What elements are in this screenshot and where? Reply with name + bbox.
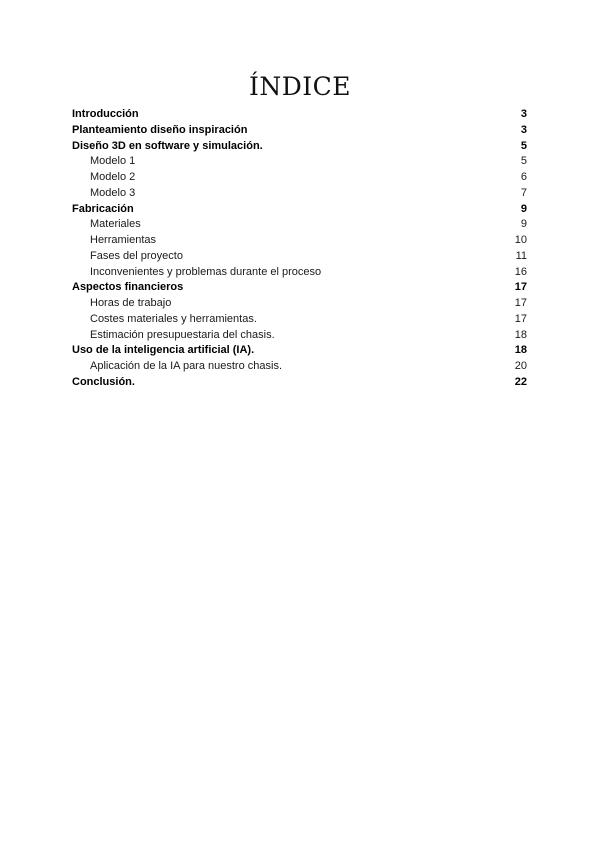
toc-entry-label: Modelo 2 xyxy=(90,171,136,183)
toc-entry-page: 5 xyxy=(520,139,527,152)
toc-entry-page: 17 xyxy=(514,297,527,309)
toc-entry-label: Introducción xyxy=(72,108,139,120)
toc-entry-label: Herramientas xyxy=(90,234,157,246)
toc-entry-label: Horas de trabajo xyxy=(90,297,172,309)
toc-entry-label: Uso de la inteligencia artificial (IA). xyxy=(72,344,255,357)
toc-entry-page: 17 xyxy=(514,281,527,294)
toc-entry-page: 17 xyxy=(514,312,527,325)
table-of-contents xyxy=(72,108,527,392)
toc-entry-label: Fabricación xyxy=(72,202,134,215)
toc-entry-page: 9 xyxy=(520,202,527,215)
toc-entry-page: 20 xyxy=(514,360,527,372)
toc-subentry[interactable] xyxy=(72,250,527,266)
toc-entry-page: 3 xyxy=(520,123,527,136)
toc-entry[interactable] xyxy=(72,376,527,392)
toc-subentry[interactable] xyxy=(72,313,527,329)
toc-entry-page: 6 xyxy=(520,171,527,183)
toc-entry-label: Diseño 3D en software y simulación. xyxy=(72,139,263,152)
toc-subentry[interactable] xyxy=(72,171,527,187)
toc-subentry[interactable] xyxy=(72,266,527,282)
toc-entry[interactable] xyxy=(72,344,527,360)
toc-entry-page: 11 xyxy=(515,249,527,262)
toc-entry-page: 9 xyxy=(520,218,527,231)
toc-entry-page: 3 xyxy=(520,108,527,120)
toc-entry[interactable] xyxy=(72,108,527,124)
toc-subentry[interactable] xyxy=(72,155,527,171)
toc-entry-label: Modelo 3 xyxy=(90,186,136,199)
toc-entry-label: Modelo 1 xyxy=(90,155,136,168)
toc-entry-label: Aplicación de la IA para nuestro chasis. xyxy=(90,360,283,372)
toc-entry-page: 22 xyxy=(514,375,527,388)
toc-entry-page: 18 xyxy=(514,328,527,341)
toc-subentry[interactable] xyxy=(72,329,527,345)
toc-entry-label: Inconvenientes y problemas durante el proceso xyxy=(90,265,322,278)
toc-subentry[interactable] xyxy=(72,218,527,234)
toc-entry[interactable] xyxy=(72,203,527,219)
toc-entry-page: 10 xyxy=(514,234,527,246)
toc-subentry[interactable] xyxy=(72,360,527,376)
toc-entry-label: Planteamiento diseño inspiración xyxy=(72,123,248,136)
toc-entry[interactable] xyxy=(72,281,527,297)
toc-entry-page: 5 xyxy=(520,155,527,168)
toc-entry-page: 18 xyxy=(514,344,527,357)
toc-entry-page: 16 xyxy=(514,265,527,278)
toc-entry-page: 7 xyxy=(520,186,527,199)
toc-entry-label: Conclusión. xyxy=(72,375,135,388)
toc-entry[interactable] xyxy=(72,124,527,140)
toc-subentry[interactable] xyxy=(72,234,527,250)
toc-subentry[interactable] xyxy=(72,187,527,203)
toc-entry-label: Aspectos financieros xyxy=(72,281,184,294)
toc-entry-label: Estimación presupuestaria del chasis. xyxy=(90,328,275,341)
toc-entry[interactable] xyxy=(72,140,527,156)
page-title: ÍNDICE xyxy=(248,72,352,101)
toc-entry-label: Costes materiales y herramientas. xyxy=(90,312,257,325)
toc-subentry[interactable] xyxy=(72,297,527,313)
toc-entry-label: Fases del proyecto xyxy=(90,249,183,262)
toc-entry-label: Materiales xyxy=(90,218,141,231)
